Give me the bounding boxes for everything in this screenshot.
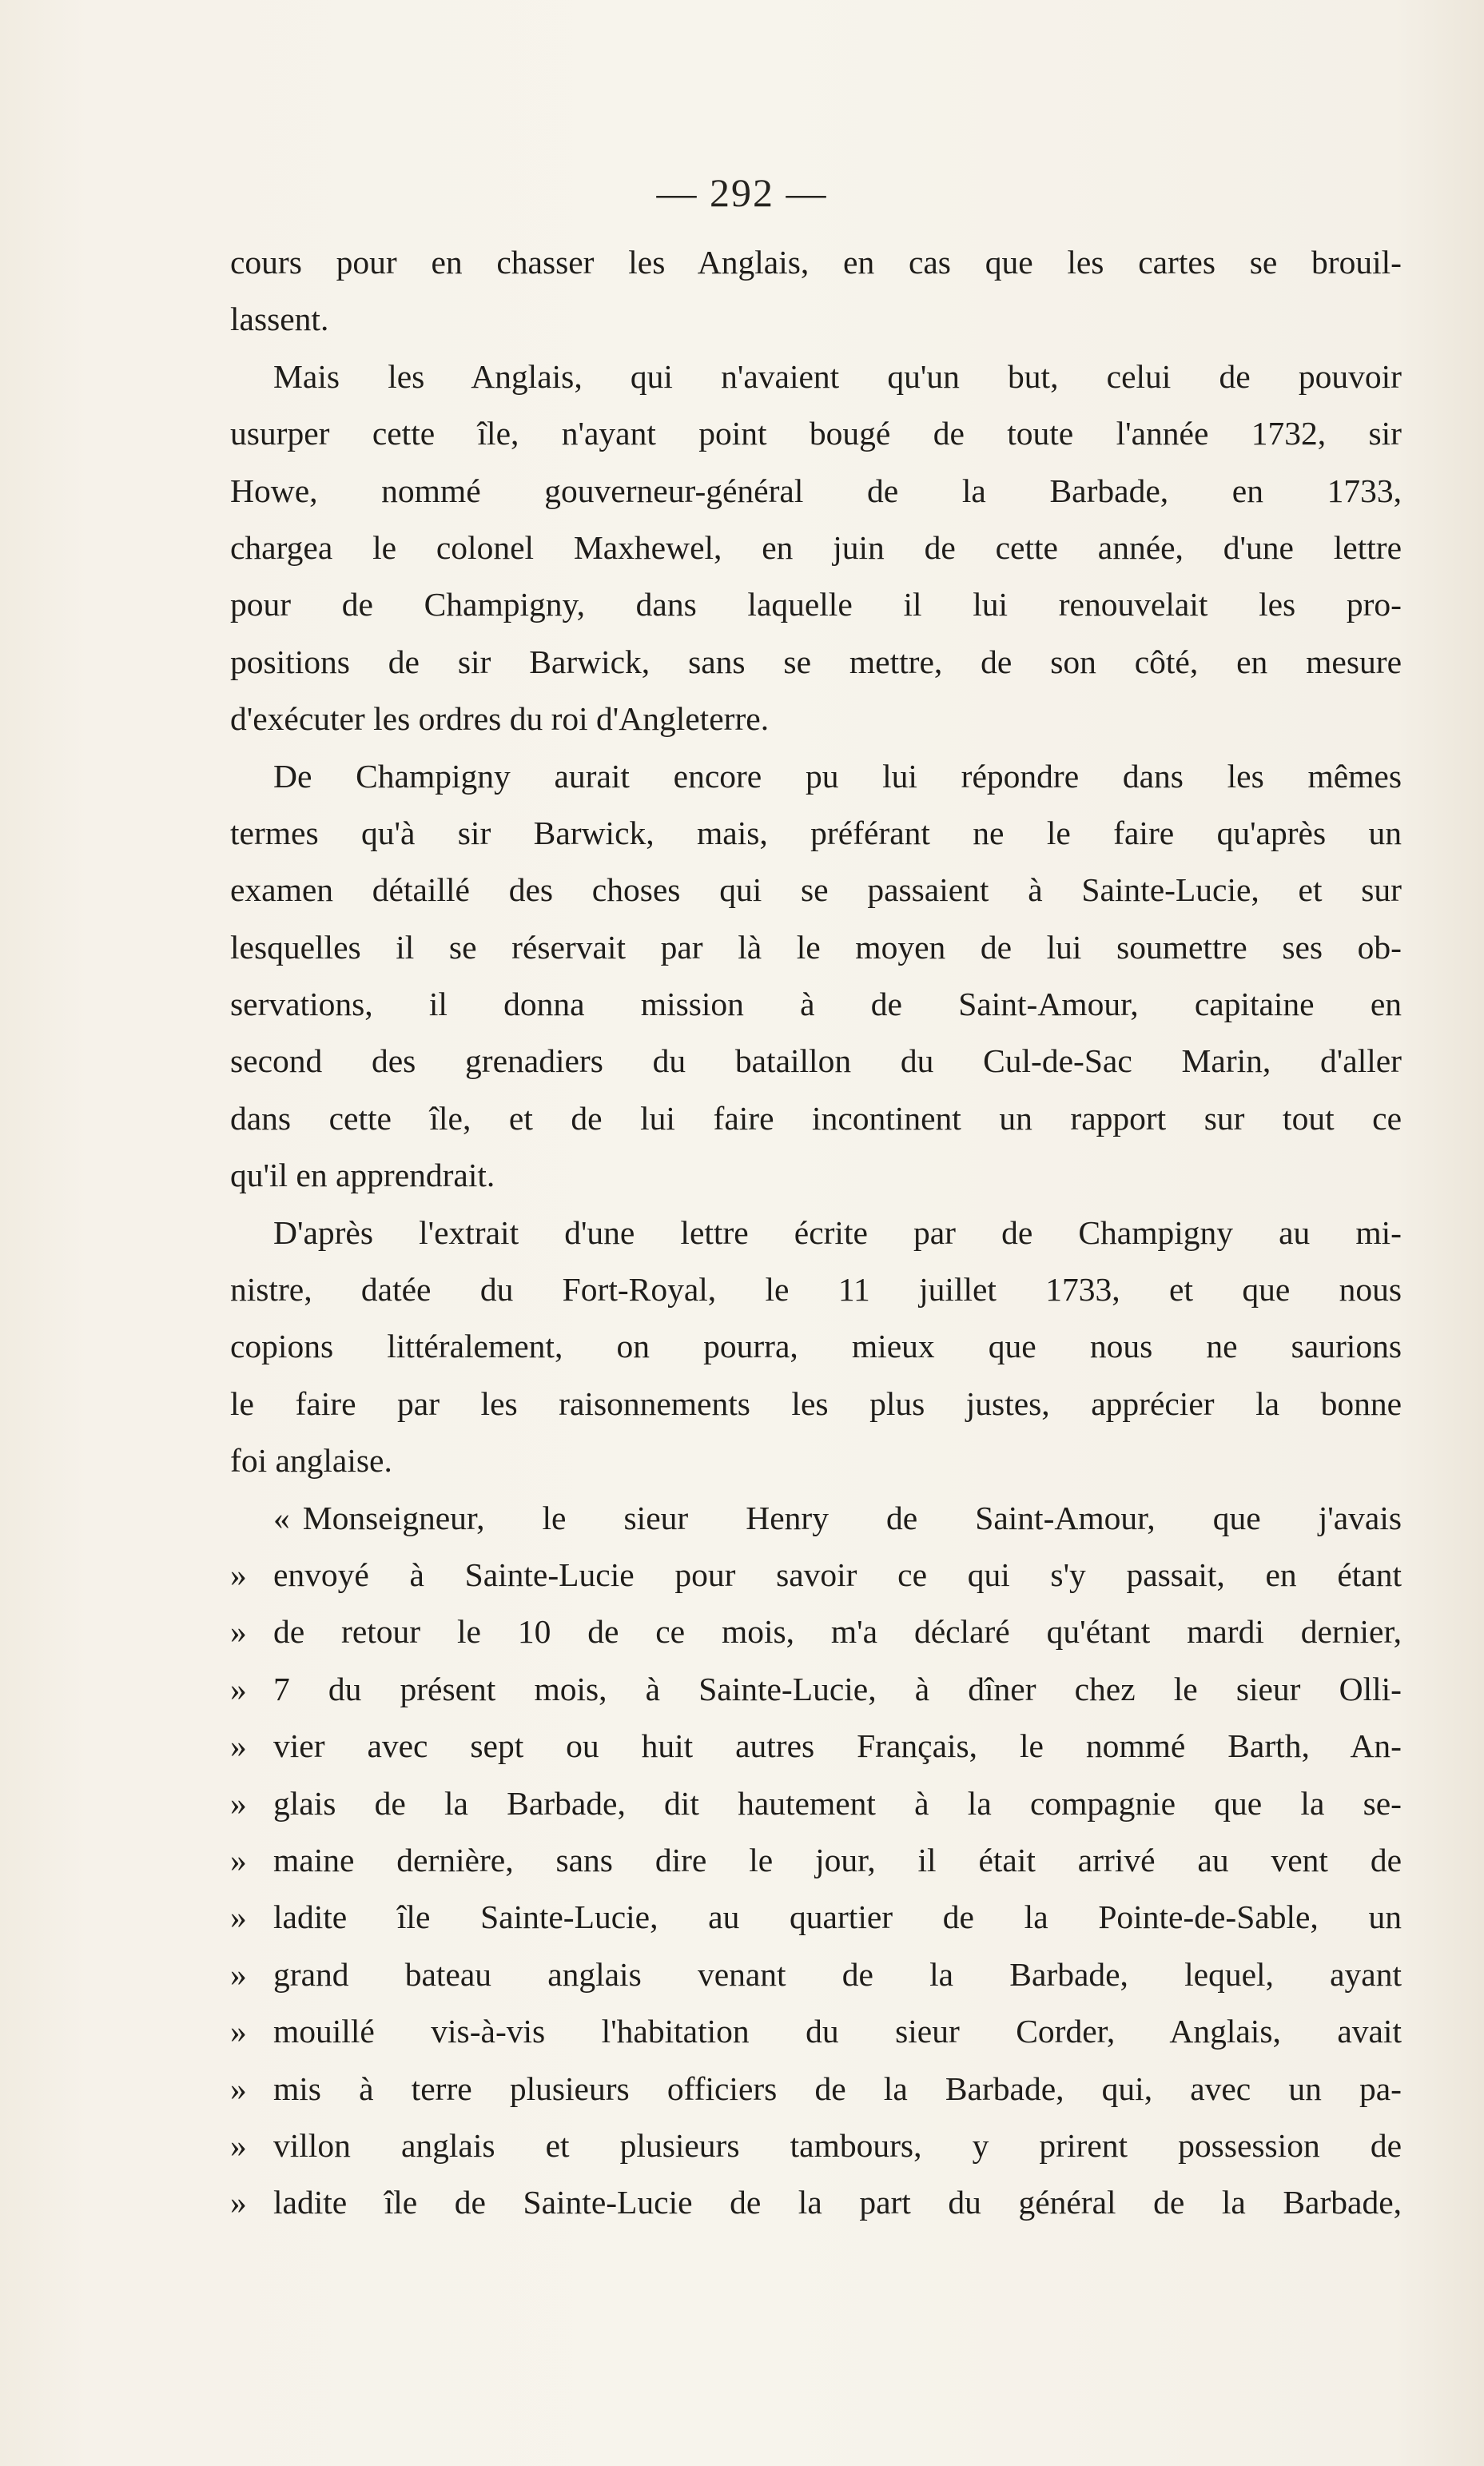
text-line: dans cette île, et de lui faire incontinent un rapport sur tout ce	[230, 1099, 1402, 1137]
quote-text: mouillé vis-à-vis l'habitation du sieur Corder, Anglais, avait	[273, 2013, 1402, 2050]
quote-text: grand bateau anglais venant de la Barbade, lequel, ayant	[273, 1955, 1402, 1993]
text-line: pour de Champigny, dans laquelle il lui renouvelait les pro-	[230, 586, 1402, 623]
quote-line	[230, 1775, 1402, 1832]
quote-text: ladite île Sainte-Lucie, au quartier de la Pointe-de-Sable, un	[273, 1898, 1402, 1936]
continuation-quote-mark: »	[230, 1727, 247, 1765]
quoted-letter	[230, 1490, 1402, 2232]
text-line: copions littéralement, on pourra, mieux que nous ne saurions	[230, 1328, 1402, 1365]
continuation-quote-mark: »	[230, 1841, 247, 1878]
open-quote-mark: «	[273, 1499, 290, 1536]
text-line: cours pour en chasser les Anglais, en cas que les cartes se brouil-	[230, 244, 1402, 281]
text-line: positions de sir Barwick, sans se mettre, de son côté, en mesure	[230, 643, 1402, 680]
text-line: termes qu'à sir Barwick, mais, préférant ne le faire qu'après un	[230, 814, 1402, 851]
text-line: De Champigny aurait encore pu lui répondre dans les mêmes	[273, 757, 1402, 795]
text-line: Mais les Anglais, qui n'avaient qu'un but, celui de pouvoir	[273, 357, 1402, 395]
quote-line	[230, 1490, 1402, 1547]
quote-line	[230, 2003, 1402, 2060]
continuation-quote-mark: »	[230, 2013, 247, 2050]
text-line: servations, il donna mission à de Saint-Amour, capitaine en	[230, 986, 1402, 1023]
continuation-quote-mark: »	[230, 1613, 247, 1651]
quote-text: maine dernière, sans dire le jour, il était arrivé au vent de	[273, 1841, 1402, 1878]
quote-line	[230, 2117, 1402, 2174]
paragraph	[230, 1205, 1402, 1490]
continuation-quote-mark: »	[230, 1898, 247, 1936]
page-number: — 292 —	[656, 170, 828, 215]
quote-text: mis à terre plusieurs officiers de la Barbade, qui, avec un pa-	[273, 2070, 1402, 2107]
quote-line	[230, 1946, 1402, 2003]
continuation-quote-mark: »	[230, 2126, 247, 2164]
text-line: lesquelles il se réservait par là le moyen de lui soumettre ses ob-	[230, 928, 1402, 966]
quote-text: Monseigneur, le sieur Henry de Saint-Amour, que j'avais	[302, 1499, 1402, 1536]
text-line: D'après l'extrait d'une lettre écrite par de Champigny au mi-	[273, 1213, 1402, 1251]
quote-line	[230, 2174, 1402, 2231]
text-line: d'exécuter les ordres du roi d'Angleterre.	[230, 700, 770, 738]
quote-line	[230, 1889, 1402, 1946]
paragraph	[230, 748, 1402, 1205]
text-line: le faire par les raisonnements les plus justes, apprécier la bonne	[230, 1384, 1402, 1422]
continuation-quote-mark: »	[230, 1556, 247, 1593]
text-line: second des grenadiers du bataillon du Cul-de-Sac Marin, d'aller	[230, 1042, 1402, 1080]
text-line: qu'il en apprendrait.	[230, 1157, 495, 1194]
quote-text: glais de la Barbade, dit hautement à la compagnie que la se-	[273, 1784, 1402, 1822]
text-line: lassent.	[230, 301, 329, 338]
quote-line	[230, 2061, 1402, 2117]
quote-text: de retour le 10 de ce mois, m'a déclaré qu'étant mardi dernier,	[273, 1613, 1402, 1651]
quote-line	[230, 1661, 1402, 1718]
quote-text: 7 du présent mois, à Sainte-Lucie, à dîner chez le sieur Olli-	[273, 1670, 1402, 1707]
text-line: nistre, datée du Fort-Royal, le 11 juillet 1733, et que nous	[230, 1271, 1402, 1309]
quote-text: villon anglais et plusieurs tambours, y prirent possession de	[273, 2126, 1402, 2164]
continuation-quote-mark: »	[230, 1670, 247, 1707]
text-line: Howe, nommé gouverneur-général de la Barbade, en 1733,	[230, 472, 1402, 509]
quote-text: vier avec sept ou huit autres Français, le nommé Barth, An-	[273, 1727, 1402, 1765]
text-line: foi anglaise.	[230, 1442, 392, 1480]
quote-line	[230, 1547, 1402, 1603]
continuation-quote-mark: »	[230, 2070, 247, 2107]
text-line: examen détaillé des choses qui se passaient à Sainte-Lucie, et sur	[230, 871, 1402, 909]
continuation-quote-mark: »	[230, 1784, 247, 1822]
quote-line	[230, 1603, 1402, 1660]
paragraph	[230, 234, 1402, 349]
text-line: usurper cette île, n'ayant point bougé de toute l'année 1732, sir	[230, 415, 1402, 452]
quote-line	[230, 1718, 1402, 1775]
continuation-quote-mark: »	[230, 2184, 247, 2221]
quote-line	[230, 1832, 1402, 1889]
text-line: chargea le colonel Maxhewel, en juin de cette année, d'une lettre	[230, 528, 1402, 566]
body-text	[230, 234, 1402, 2232]
quote-text: envoyé à Sainte-Lucie pour savoir ce qui s'y passait, en étant	[273, 1556, 1402, 1593]
continuation-quote-mark: »	[230, 1955, 247, 1993]
paragraph	[230, 349, 1402, 748]
quote-text: ladite île de Sainte-Lucie de la part du général de la Barbade,	[273, 2184, 1402, 2221]
